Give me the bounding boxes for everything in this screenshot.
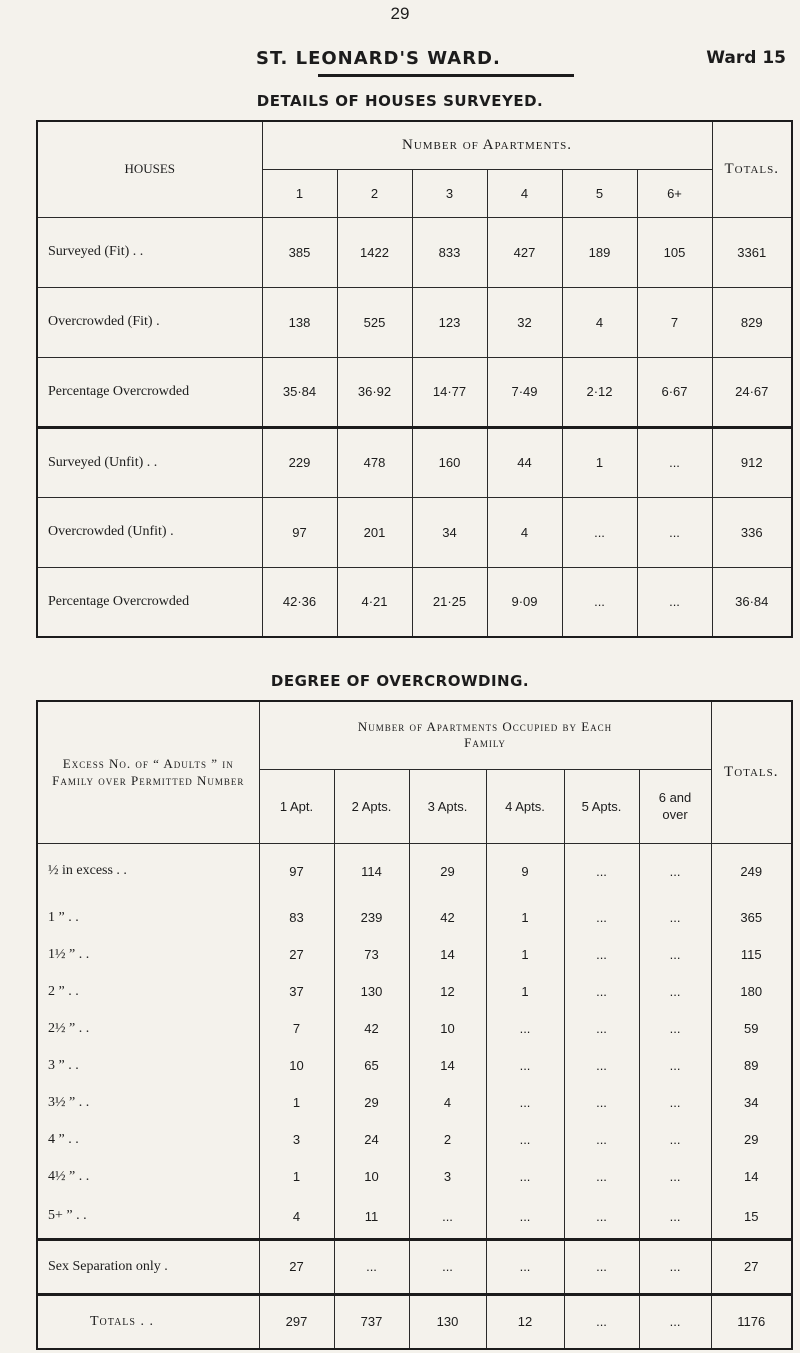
table-cell: ... [639, 1084, 711, 1121]
table-cell: 2 [409, 1121, 486, 1158]
table-cell: 4 [562, 287, 637, 357]
table-cell: 34 [412, 497, 487, 567]
table-row [37, 1047, 792, 1084]
table-cell: ... [564, 1195, 639, 1239]
overcrowding-table-title: DEGREE OF OVERCROWDING. [270, 672, 530, 690]
row-label: Overcrowded (Fit) . [37, 287, 262, 357]
table-cell: ... [486, 1158, 564, 1195]
table-cell: ... [564, 1158, 639, 1195]
table-row [37, 1239, 792, 1294]
table-row [37, 1294, 792, 1349]
table-row [37, 497, 792, 567]
excess-row-header: Excess No. of “ Adults ” in Family over Permitted Number [37, 701, 259, 843]
table-cell: 24 [334, 1121, 409, 1158]
row-total: 336 [712, 497, 792, 567]
ward-number: Ward 15 [706, 48, 786, 68]
apartments-column-header: 6 and over [639, 769, 711, 843]
table-cell: 21·25 [412, 567, 487, 637]
table-cell: 737 [334, 1294, 409, 1349]
table-cell: ... [486, 1239, 564, 1294]
houses-table-title: DETAILS OF HOUSES SURVEYED. [256, 92, 544, 110]
table-cell: ... [486, 1010, 564, 1047]
row-label: ½ in excess . . [37, 843, 259, 899]
table-cell: 3 [409, 1158, 486, 1195]
table-cell: 11 [334, 1195, 409, 1239]
table-cell: 12 [409, 973, 486, 1010]
table-cell: ... [409, 1239, 486, 1294]
houses-row-header: HOUSES [37, 121, 262, 217]
table-cell: 1 [259, 1158, 334, 1195]
table-cell: ... [639, 1010, 711, 1047]
title-underline [318, 74, 574, 77]
row-label: 4 ” . . [37, 1121, 259, 1158]
table-cell: 65 [334, 1047, 409, 1084]
apartments-column-header: 4 [487, 169, 562, 217]
table-cell: 9 [486, 843, 564, 899]
table-cell: ... [639, 1239, 711, 1294]
table-cell: 83 [259, 899, 334, 936]
row-label: 2½ ” . . [37, 1010, 259, 1047]
table-cell: 7·49 [487, 357, 562, 427]
table-row [37, 973, 792, 1010]
table-cell: 35·84 [262, 357, 337, 427]
totals-header: Totals. [712, 121, 792, 217]
table-cell: 239 [334, 899, 409, 936]
table-cell: 189 [562, 217, 637, 287]
table-cell: ... [637, 497, 712, 567]
table-cell: ... [639, 1121, 711, 1158]
table-row [37, 1121, 792, 1158]
row-label: Overcrowded (Unfit) . [37, 497, 262, 567]
table-cell: 10 [334, 1158, 409, 1195]
table-cell: ... [564, 1294, 639, 1349]
row-total: 365 [711, 899, 792, 936]
table-cell: ... [637, 567, 712, 637]
occupied-group-header: Number of Apartments Occupied by Each Family [259, 701, 711, 769]
apartments-column-header: 2 [337, 169, 412, 217]
table-cell: 123 [412, 287, 487, 357]
table-row [37, 936, 792, 973]
apartments-column-header: 4 Apts. [486, 769, 564, 843]
table-cell: ... [562, 567, 637, 637]
row-total: 180 [711, 973, 792, 1010]
table-cell: 36·92 [337, 357, 412, 427]
table-cell: 229 [262, 427, 337, 497]
row-label: Totals . . [37, 1294, 259, 1349]
row-label: Surveyed (Unfit) . . [37, 427, 262, 497]
table-cell: 7 [259, 1010, 334, 1047]
table-cell: 14 [409, 936, 486, 973]
table-cell: 130 [334, 973, 409, 1010]
table-cell: ... [564, 1010, 639, 1047]
table-cell: ... [639, 899, 711, 936]
table-row [37, 1010, 792, 1047]
table-cell: 97 [262, 497, 337, 567]
table-cell: 1422 [337, 217, 412, 287]
row-total: 829 [712, 287, 792, 357]
table-cell: ... [564, 899, 639, 936]
table-cell: 29 [334, 1084, 409, 1121]
table-cell: 27 [259, 1239, 334, 1294]
table-cell: 37 [259, 973, 334, 1010]
table-cell: 32 [487, 287, 562, 357]
row-total: 115 [711, 936, 792, 973]
table-cell: 427 [487, 217, 562, 287]
row-total: 29 [711, 1121, 792, 1158]
table-cell: 10 [259, 1047, 334, 1084]
ward-title: ST. LEONARD'S WARD. [256, 48, 501, 69]
row-total: 912 [712, 427, 792, 497]
table-cell: 44 [487, 427, 562, 497]
row-total: 14 [711, 1158, 792, 1195]
apartments-column-header: 1 [262, 169, 337, 217]
apartments-column-header: 1 Apt. [259, 769, 334, 843]
table-cell: ... [486, 1121, 564, 1158]
table-cell: ... [564, 1121, 639, 1158]
table-cell: 42 [409, 899, 486, 936]
table-cell: 9·09 [487, 567, 562, 637]
row-label: 3 ” . . [37, 1047, 259, 1084]
table-cell: ... [334, 1239, 409, 1294]
table-cell: 201 [337, 497, 412, 567]
table-row [37, 427, 792, 497]
row-total: 59 [711, 1010, 792, 1047]
table-cell: 297 [259, 1294, 334, 1349]
table-cell: ... [562, 497, 637, 567]
row-total: 36·84 [712, 567, 792, 637]
table-cell: 833 [412, 217, 487, 287]
table-row [37, 567, 792, 637]
table-cell: 97 [259, 843, 334, 899]
table-cell: 160 [412, 427, 487, 497]
table-cell: 14·77 [412, 357, 487, 427]
table-cell: 6·67 [637, 357, 712, 427]
table-cell: 4 [259, 1195, 334, 1239]
apartments-column-header: 3 [412, 169, 487, 217]
row-total: 1176 [711, 1294, 792, 1349]
row-total: 3361 [712, 217, 792, 287]
row-label: 2 ” . . [37, 973, 259, 1010]
table-cell: ... [486, 1195, 564, 1239]
apartments-group-header: Number of Apartments. [262, 121, 712, 169]
apartments-column-header: 5 Apts. [564, 769, 639, 843]
row-label: 4½ ” . . [37, 1158, 259, 1195]
row-total: 15 [711, 1195, 792, 1239]
table-cell: ... [564, 936, 639, 973]
apartments-column-header: 5 [562, 169, 637, 217]
overcrowding-table [36, 700, 793, 1350]
row-total: 89 [711, 1047, 792, 1084]
table-cell: 138 [262, 287, 337, 357]
row-total: 249 [711, 843, 792, 899]
table-cell: 14 [409, 1047, 486, 1084]
table-cell: 7 [637, 287, 712, 357]
row-label: 5+ ” . . [37, 1195, 259, 1239]
row-label: Surveyed (Fit) . . [37, 217, 262, 287]
table-cell: 4 [487, 497, 562, 567]
table-cell: ... [639, 843, 711, 899]
row-total: 34 [711, 1084, 792, 1121]
row-label: 1½ ” . . [37, 936, 259, 973]
apartments-column-header: 2 Apts. [334, 769, 409, 843]
table-cell: 27 [259, 936, 334, 973]
table-cell: ... [564, 843, 639, 899]
table-cell: ... [564, 1239, 639, 1294]
houses-table [36, 120, 793, 638]
table-cell: 525 [337, 287, 412, 357]
table-cell: ... [639, 936, 711, 973]
table-cell: ... [639, 1047, 711, 1084]
row-total: 27 [711, 1239, 792, 1294]
row-total: 24·67 [712, 357, 792, 427]
table-row [37, 843, 792, 899]
table-row [37, 287, 792, 357]
table-cell: 4 [409, 1084, 486, 1121]
table-cell: 385 [262, 217, 337, 287]
table-cell: 1 [486, 936, 564, 973]
table-cell: 12 [486, 1294, 564, 1349]
table-cell: 3 [259, 1121, 334, 1158]
table-cell: ... [639, 1158, 711, 1195]
table-cell: 4·21 [337, 567, 412, 637]
apartments-column-header: 3 Apts. [409, 769, 486, 843]
table-cell: ... [486, 1047, 564, 1084]
table-cell: ... [486, 1084, 564, 1121]
table-cell: 73 [334, 936, 409, 973]
table-cell: ... [564, 973, 639, 1010]
apartments-column-header: 6+ [637, 169, 712, 217]
row-label: 1 ” . . [37, 899, 259, 936]
table-row [37, 899, 792, 936]
table-cell: 1 [486, 973, 564, 1010]
table-cell: 478 [337, 427, 412, 497]
table-cell: ... [564, 1047, 639, 1084]
row-label: Sex Separation only . [37, 1239, 259, 1294]
table-cell: ... [637, 427, 712, 497]
table-cell: ... [564, 1084, 639, 1121]
row-label: 3½ ” . . [37, 1084, 259, 1121]
table-cell: ... [409, 1195, 486, 1239]
table-cell: 1 [562, 427, 637, 497]
table-cell: 42·36 [262, 567, 337, 637]
table-cell: ... [639, 1294, 711, 1349]
table-cell: 114 [334, 843, 409, 899]
row-label: Percentage Overcrowded [37, 357, 262, 427]
table-cell: 105 [637, 217, 712, 287]
table-cell: 1 [259, 1084, 334, 1121]
table-cell: 1 [486, 899, 564, 936]
table-cell: 42 [334, 1010, 409, 1047]
table-cell: 2·12 [562, 357, 637, 427]
page-number: 29 [390, 4, 410, 23]
table-cell: 10 [409, 1010, 486, 1047]
table-row [37, 357, 792, 427]
table-row [37, 1195, 792, 1239]
table-row [37, 1084, 792, 1121]
totals-header: Totals. [711, 701, 792, 843]
table-row [37, 1158, 792, 1195]
table-cell: 130 [409, 1294, 486, 1349]
table-cell: ... [639, 1195, 711, 1239]
table-cell: ... [639, 973, 711, 1010]
table-cell: 29 [409, 843, 486, 899]
row-label: Percentage Overcrowded [37, 567, 262, 637]
table-row [37, 217, 792, 287]
